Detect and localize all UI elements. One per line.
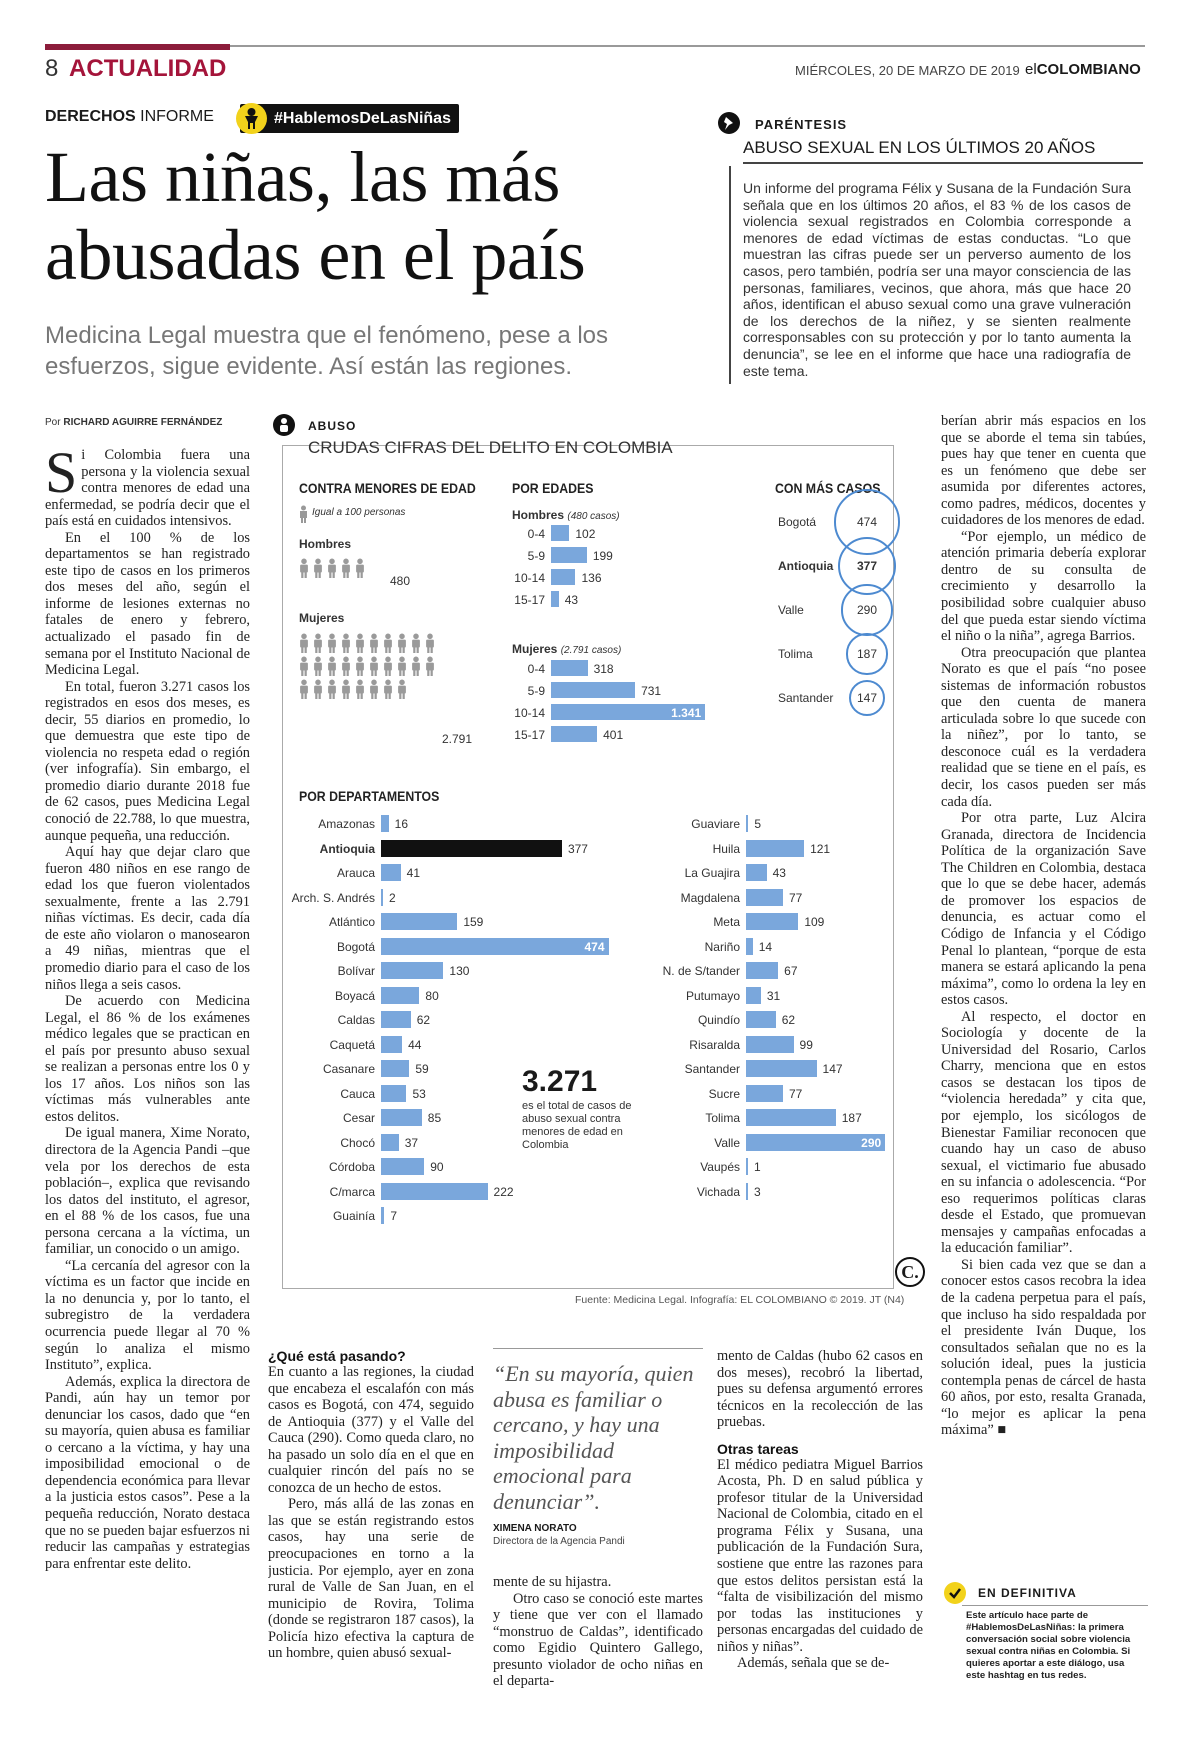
chart-edades-hombres (505, 525, 705, 625)
category-label: Antioquia (319, 841, 375, 856)
total-description: es el total de casos de abuso sexual contra menores de edad en Colombia (522, 1100, 632, 1151)
article-column-5 (941, 413, 1146, 1543)
category-label: Tolima (705, 1111, 740, 1125)
person-icon (369, 656, 377, 681)
paragraph: De acuerdo con Medicina Legal, el 86 % de los exámenes médico legales que se practican en el país por presunto abuso sexual se realizan a personas entre los 0 y los 17 años. Los niños son las víctimas más vulnerables ante estos delitos. (45, 993, 250, 1125)
byline: Por RICHARD AGUIRRE FERNÁNDEZ (45, 417, 223, 428)
value-label: 109 (804, 915, 825, 929)
mujeres-label: Mujeres (299, 611, 345, 625)
person-icon (273, 414, 295, 436)
person-icon (313, 633, 321, 658)
bar (381, 1109, 422, 1126)
person-icon (341, 558, 349, 583)
value-label: 67 (784, 964, 798, 978)
chart-edades-mujeres (505, 660, 725, 760)
bar (381, 1085, 406, 1102)
hashtag-badge: #HablemosDeLasNiñas (240, 104, 459, 133)
value-label: 5 (754, 817, 762, 831)
value-label: 130 (449, 964, 470, 978)
chart-departamentos-izquierda (290, 815, 650, 1275)
dropcap: S (45, 447, 78, 505)
pull-quote: “En su mayoría, quien abusa es familiar o cercano, y hay una imposibilidad emocional para denunciar”. (493, 1361, 694, 1514)
bar (746, 962, 778, 979)
bar (551, 682, 635, 698)
person-icon (369, 679, 377, 704)
category-label: Tolima (778, 647, 813, 661)
bar (551, 660, 588, 676)
category-label: Quindío (697, 1013, 740, 1027)
category-label: 15-17 (514, 593, 545, 607)
value-label: 43 (772, 866, 786, 880)
person-icon (299, 679, 307, 704)
category-label: 10-14 (514, 706, 545, 720)
value-label: 2 (389, 890, 396, 905)
bar (746, 864, 767, 881)
person-icon (299, 558, 307, 583)
category-label: Guaviare (691, 817, 740, 831)
category-label: 10-14 (514, 571, 545, 585)
bar (381, 987, 419, 1004)
person-icon (313, 679, 321, 704)
paragraph: Si Colombia fuera una persona y la violencia sexual contra menores de edad una enfermedad, se podría decir que el país está en cuidados intensivos. (45, 447, 250, 530)
total-figure: 3.271 (522, 1065, 598, 1098)
mujeres-value: 2.791 (442, 732, 473, 746)
value-label: 59 (415, 1062, 429, 1076)
value-label: 3 (754, 1184, 761, 1199)
person-icon (327, 679, 335, 704)
category-label: La Guajira (684, 866, 740, 880)
category-label: Arch. S. Andrés (291, 890, 375, 905)
hombres-pictogram (299, 558, 384, 590)
value-label: 77 (788, 890, 803, 905)
category-label: Amazonas (318, 817, 375, 831)
final-text: Este artículo hace parte de #HablemosDeLasNiñas: la primera conversación social sobre violencia sexual contra niñas en Colombia. Si quieres aportar a este diálogo, usa este hashtag en tus redes. (966, 1610, 1131, 1681)
value-label: 37 (404, 1135, 419, 1150)
bar (381, 1060, 409, 1077)
paragraph: Por otra parte, Luz Alcira Granada, directora de Incidencia Política de la organización Save The Children en Colombia, destaca que lo que se debe hacer, además de promover los espacios de denuncia, es actuar como el Código de Infancia y el Código Penal lo plantean, “porque de esta manera se estará aplicando la pena máxima”, como lo ordena la ley en estos casos. (941, 810, 1146, 1009)
bar (381, 1036, 402, 1053)
category-label: Casanare (322, 1062, 375, 1076)
category-label: Córdoba (328, 1160, 375, 1174)
value-label: 290 (861, 1135, 882, 1150)
bar (746, 840, 804, 857)
person-icon (341, 679, 349, 704)
person-icon (341, 633, 349, 658)
person-icon (327, 558, 335, 583)
departamentos-heading: POR DEPARTAMENTOS (299, 788, 440, 804)
person-icon (355, 656, 363, 681)
category-label: Arauca (336, 866, 375, 880)
value-label: 16 (394, 817, 409, 831)
person-icon (383, 679, 391, 704)
person-icon (313, 558, 321, 583)
infographic-source: Fuente: Medicina Legal. Infografía: EL COLOMBIANO © 2019. JT (N4) (575, 1294, 905, 1306)
colombiano-logo: C. (895, 1257, 925, 1287)
bar (746, 913, 798, 930)
parentesis-text: Un informe del programa Félix y Susana de la Fundación Sura señala que en los últimos 20 años, el 83 % de los casos de violencia sexual registrados en Colombia corresponde a menores de edad víctimas de estas conductas. “Lo que muestran las cifras puede ser un perverso aumento de los casos, pero también, podría ser una mayor consciencia de las personas, familiares, vecinos, que ahora, más que hace 20 años, identifican el abuso sexual como una grave vulneración de los derechos de la niñez, y se sienten realmente corresponsables con su protección y por lo tanto aumenta la denuncia”, se lee en el informe que hace una radiografía de este tema. (743, 180, 1131, 379)
value-label: 121 (810, 841, 831, 856)
article-column-4 (717, 1348, 923, 1693)
category-label: Magdalena (680, 890, 740, 905)
category-label: N. de S/tander (662, 964, 740, 978)
paragraph: mente de su hijastra. (493, 1574, 612, 1590)
value-label: 187 (856, 647, 878, 661)
bar (381, 815, 389, 832)
paragraph: berían abrir más espacios en los que se aborde el tema sin tabúes, pues hay que tener en cuenta que es un fenómeno que debe ser asumida por diferentes actores, como padres, médicos, docentes y cuidadores de los menores de edad. (941, 413, 1146, 529)
category-label: Cauca (340, 1086, 375, 1101)
infographic-kicker: ABUSO (308, 419, 357, 433)
bar (381, 1207, 384, 1224)
category-label: Sucre (708, 1086, 740, 1101)
category-label: Risaralda (689, 1037, 740, 1052)
category-label: Huila (712, 841, 740, 856)
article-column-1 (45, 447, 250, 1697)
edades-hombres-label: Hombres (480 casos) (512, 508, 620, 522)
person-icon (425, 656, 433, 681)
paragraph: En el 100 % de los departamentos se han registrado este tipo de casos en los primeros dos meses del año, según el informe de lesiones externas no fatales de enero y febrero, actualizado el pasado fin de semana por el Instituto Nacional de Medicina Legal. (45, 529, 250, 679)
bar (551, 726, 597, 742)
paragraph: “Por ejemplo, un médico de atención primaria debería explorar dentro de su consulta de crecimiento y desarrollo la posibilidad sobre cualquier abuso del que pueda estar siendo víctima el niño o la niña”, agrega Barrios. (941, 528, 1146, 645)
section-name: ACTUALIDAD (69, 55, 227, 82)
article-column-3 (493, 1574, 703, 1694)
bar (551, 547, 587, 563)
bar (381, 864, 401, 881)
person-icon (327, 656, 335, 681)
paragraph: mento de Caldas (hubo 62 casos en dos meses), recobró la libertad, pues su defensa argumentó errores técnicos en la recolección de las pruebas. (717, 1348, 923, 1431)
dateline: MIÉRCOLES, 20 DE MARZO DE 2019 (795, 63, 1020, 78)
final-rule (962, 1605, 1148, 1606)
person-icon (355, 558, 363, 583)
paragraph: Aquí hay que dejar claro que fueron 480 niños en ese rango de edad los que fueron violentados sexualmente, frente a las 2.791 niñas víctimas. Es decir, cada día de este año violaron o manosearon a 49 niñas, mientras que el promedio diario para el caso de los niños llega a seis casos. (45, 844, 250, 993)
bar (746, 815, 748, 832)
bar (746, 1060, 817, 1077)
final-kicker: EN DEFINITIVA (978, 1586, 1077, 1600)
edades-mujeres-label: Mujeres (2.791 casos) (512, 642, 622, 656)
person-icon (369, 633, 377, 658)
brand-logo: elCOLOMBIANO (1025, 61, 1141, 78)
legend-person-icon (299, 505, 308, 528)
category-label: Nariño (704, 939, 740, 954)
value-label: 199 (592, 549, 613, 563)
bar (381, 1158, 424, 1175)
bar (551, 525, 569, 541)
article-column-2 (268, 1348, 474, 1693)
paragraph: Si bien cada vez que se dan a conocer estos casos recobra la idea de la cadena perpetua para el país, que incluso ha sido respaldada por el presidente Iván Duque, los consultados señalan que no es la solución ideal, pues la justicia contempla penas de cárcel de hasta 60 años, por esto, resalta Granada, “lo mejor es aplicar la pena máxima” ■ (941, 1256, 1146, 1439)
bar (746, 1036, 794, 1053)
value-label: 377 (567, 841, 588, 856)
paragraph: Además, explica la directora de Pandi, aún hay un temor por denunciar los casos, dado que “en su mayoría, quien abusa es familiar o cercano a la víctima, y hay una imposibilidad emocional o de dependencia económica para llevar a la justicia estos casos”. Pese a la pequeña reducción, Norato destaca que no se pueden bajar esfuerzos ni reducir las campañas y estrategias para enfrentar este delito. (45, 1373, 250, 1572)
paragraph: En total, fueron 3.271 casos los registrados en esos dos meses, es decir, 55 diarios en promedio, lo que demuestra que este tipo de violencia no respeta edad o región (ver infografía). Sin embargo, el promedio diario durante 2018 fue de 62 casos, pues Medicina Legal conoció de 22.788, lo que muestra, aunque pequeña, una reducción. (45, 678, 250, 844)
category-label: Bogotá (778, 515, 817, 529)
bar (746, 1109, 836, 1126)
paragraph: Al respecto, el doctor en Sociología y docente de la Universidad del Rosario, Carlos Charry, menciona que en estos casos se destacan los tipos de “violencia heredada” y cita que, por ejemplo, los sicólogos de Bienestar Familiar reconocen que cuando hay un caso de abuso sexual, el victimario fue abusado en su infancia o adolescencia. “Por eso requerimos políticas claras desde el Estado, que promuevan mensajes y campañas enfocadas a la educación familiar”. (941, 1008, 1146, 1257)
category-label: Boyacá (334, 988, 375, 1003)
bar (381, 1134, 399, 1151)
category-label: Putumayo (685, 988, 740, 1003)
edades-heading: POR EDADES (512, 480, 594, 496)
value-label: 1 (754, 1160, 761, 1174)
category-label: Santander (778, 691, 834, 705)
category-label: Guainía (332, 1209, 375, 1223)
value-label: 1.341 (671, 706, 702, 720)
person-icon (411, 656, 419, 681)
paragraph: Pero, más allá de las zonas en las que se están registrando estos casos, hay una serie de preocupaciones en torno a la justicia. Por ejemplo, ayer en zona rural de Valle de San Juan, en el municipio de Rovira, Tolima (donde se registraron 187 casos), la Policía hizo efectiva la captura de un hombre, quien abusó sexual- (268, 1496, 474, 1662)
hombres-label: Hombres (299, 537, 352, 551)
bar (551, 569, 575, 585)
value-label: 31 (766, 988, 781, 1003)
value-label: 136 (581, 571, 602, 585)
value-label: 44 (408, 1037, 422, 1052)
article-kicker: DERECHOS INFORME (45, 108, 214, 125)
page-number: 8 (45, 55, 59, 82)
check-icon (944, 1582, 966, 1604)
person-icon (341, 656, 349, 681)
paragraph: De igual manera, Xime Norato, directora de la Agencia Pandi –que vela por los derechos de esta población–, explica que revisando los datos del instituto, el agresor, en el 88 % de los casos, fue una persona cercana a la víctima, un familiar, un conocido o un amigo. (45, 1125, 250, 1258)
bar (381, 913, 457, 930)
person-icon (299, 656, 307, 681)
value-label: 80 (425, 988, 439, 1003)
category-label: Bolívar (337, 964, 375, 978)
paragraph: En cuanto a las regiones, la ciudad que encabeza el escalafón con más casos es Bogotá, con 474, seguido de Antioquia (377) y el Valle del Cauca (290). Como queda claro, no ha pasado un solo día en el que en cualquier rincón del país no se conozca de un hecho de estos. (268, 1364, 474, 1496)
mujeres-pictogram (299, 633, 439, 748)
bar (746, 987, 761, 1004)
value-label: 99 (799, 1037, 813, 1052)
value-label: 159 (463, 915, 484, 929)
bar (381, 1183, 488, 1200)
subheading-que-pasa: ¿Qué está pasando? (268, 1348, 406, 1364)
paragraph: El médico pediatra Miguel Barrios Acosta, Ph. D en salud pública y profesor titular de la Universidad Nacional de Colombia, citado en el programa Félix y Susana, una publicación de la Fundación Sura, sostiene que entre las razones para que estos delitos persistan está la “falta de visibilización del mismo por todas las instituciones y personas encargadas del cuidado de niños y niñas”. (717, 1456, 923, 1655)
bar (746, 1158, 748, 1175)
value-label: 147 (856, 691, 878, 705)
quote-rule (493, 1348, 703, 1349)
category-label: Vaupés (700, 1160, 740, 1174)
chart-departamentos-derecha (640, 815, 890, 1275)
quote-author: XIMENA NORATO (493, 1523, 577, 1534)
person-icon (383, 633, 391, 658)
value-label: 222 (493, 1184, 514, 1199)
value-label: 290 (856, 603, 878, 617)
deck: Medicina Legal muestra que el fenómeno, pese a los esfuerzos, sigue evidente. Así están las regiones. (45, 322, 609, 380)
paragraph: “La cercanía del agresor con la víctima es un factor que incide en la no denuncia y, por lo tanto, el subregistro de la verdadera ocurrencia puede llegar al 70 % según lo analiza el mismo Instituto”, explica. (45, 1257, 250, 1374)
bar (381, 840, 562, 857)
person-icon (425, 633, 433, 658)
category-label: 0-4 (527, 527, 545, 541)
person-icon (397, 633, 405, 658)
value-label: 77 (788, 1086, 803, 1101)
bar (381, 889, 383, 906)
category-label: Valle (778, 603, 804, 617)
subheading-otras-tareas: Otras tareas (717, 1440, 799, 1457)
value-label: 43 (564, 593, 579, 607)
category-label: Antioquia (778, 559, 834, 573)
category-label: 15-17 (514, 728, 545, 742)
value-label: 90 (430, 1160, 444, 1174)
chart-mas-casos (770, 500, 920, 750)
value-label: 53 (412, 1086, 426, 1101)
category-label: Vichada (696, 1184, 740, 1199)
infographic-title: CRUDAS CIFRAS DEL DELITO EN COLOMBIA (308, 438, 673, 457)
person-icon (313, 656, 321, 681)
person-icon (397, 679, 405, 704)
pin-icon (718, 112, 740, 134)
bar (746, 1085, 783, 1102)
menores-legend: Igual a 100 personas (312, 507, 406, 518)
value-label: 731 (641, 684, 662, 698)
bar (381, 962, 443, 979)
bar (551, 591, 559, 607)
person-icon (299, 633, 307, 658)
category-label: Caquetá (329, 1037, 375, 1052)
mas-casos-heading: CON MÁS CASOS (775, 480, 881, 496)
value-label: 62 (416, 1013, 431, 1027)
value-label: 401 (603, 728, 624, 742)
value-label: 318 (593, 662, 614, 676)
value-label: 377 (856, 559, 878, 573)
category-label: Atlántico (328, 915, 375, 929)
category-label: Chocó (340, 1135, 375, 1150)
value-label: 474 (856, 515, 878, 529)
person-icon (355, 633, 363, 658)
value-label: 41 (406, 866, 421, 880)
parentesis-title: ABUSO SEXUAL EN LOS ÚLTIMOS 20 AÑOS (743, 138, 1143, 164)
hombres-value: 480 (390, 574, 411, 588)
category-label: Valle (714, 1135, 740, 1150)
value-label: 62 (781, 1013, 796, 1027)
value-label: 147 (822, 1062, 843, 1076)
value-label: 14 (758, 939, 773, 954)
person-icon (397, 656, 405, 681)
person-icon (327, 633, 335, 658)
girl-icon (236, 103, 267, 134)
category-label: C/marca (329, 1184, 375, 1199)
person-icon (411, 633, 419, 658)
bar (746, 1011, 776, 1028)
value-label: 7 (390, 1209, 398, 1223)
section-accent-bar (45, 44, 230, 50)
quote-role: Directora de la Agencia Pandi (493, 1536, 625, 1547)
category-label: 5-9 (527, 549, 545, 563)
paragraph: Otro caso se conoció este martes y tiene que ver con el llamado “monstruo de Caldas”, identificado como Egidio Quintero Gallego, presunto violador de ocho niñas en el departa- (493, 1590, 703, 1690)
paragraph: Además, señala que se de- (737, 1655, 890, 1672)
category-label: Cesar (342, 1111, 375, 1125)
category-label: Santander (684, 1062, 740, 1076)
menores-heading: CONTRA MENORES DE EDAD (299, 480, 476, 496)
parentesis-kicker: PARÉNTESIS (755, 117, 848, 132)
category-label: Bogotá (336, 939, 375, 954)
bar (746, 938, 753, 955)
paragraph: Otra preocupación que plantea Norato es que el país “no posee sistemas de información robustos que den cuenta de manera articulada sobre lo que sucede con la niñez”, por lo tanto, se desconoce cuál es la verdadera realidad que se tiene en el país, es decir, los casos pueden ser más cada día. (941, 644, 1146, 810)
category-label: Meta (713, 915, 740, 929)
bar (381, 1011, 411, 1028)
category-label: 5-9 (527, 684, 545, 698)
person-icon (383, 656, 391, 681)
category-label: Caldas (337, 1013, 375, 1027)
value-label: 187 (841, 1111, 862, 1125)
category-label: 0-4 (527, 662, 545, 676)
value-label: 102 (575, 527, 596, 541)
bar (746, 1183, 748, 1200)
value-label: 474 (584, 939, 605, 954)
headline: Las niñas, las más abusadas en el país (45, 137, 586, 295)
person-icon (355, 679, 363, 704)
bar (746, 889, 783, 906)
value-label: 85 (427, 1111, 442, 1125)
page-header (45, 55, 226, 83)
